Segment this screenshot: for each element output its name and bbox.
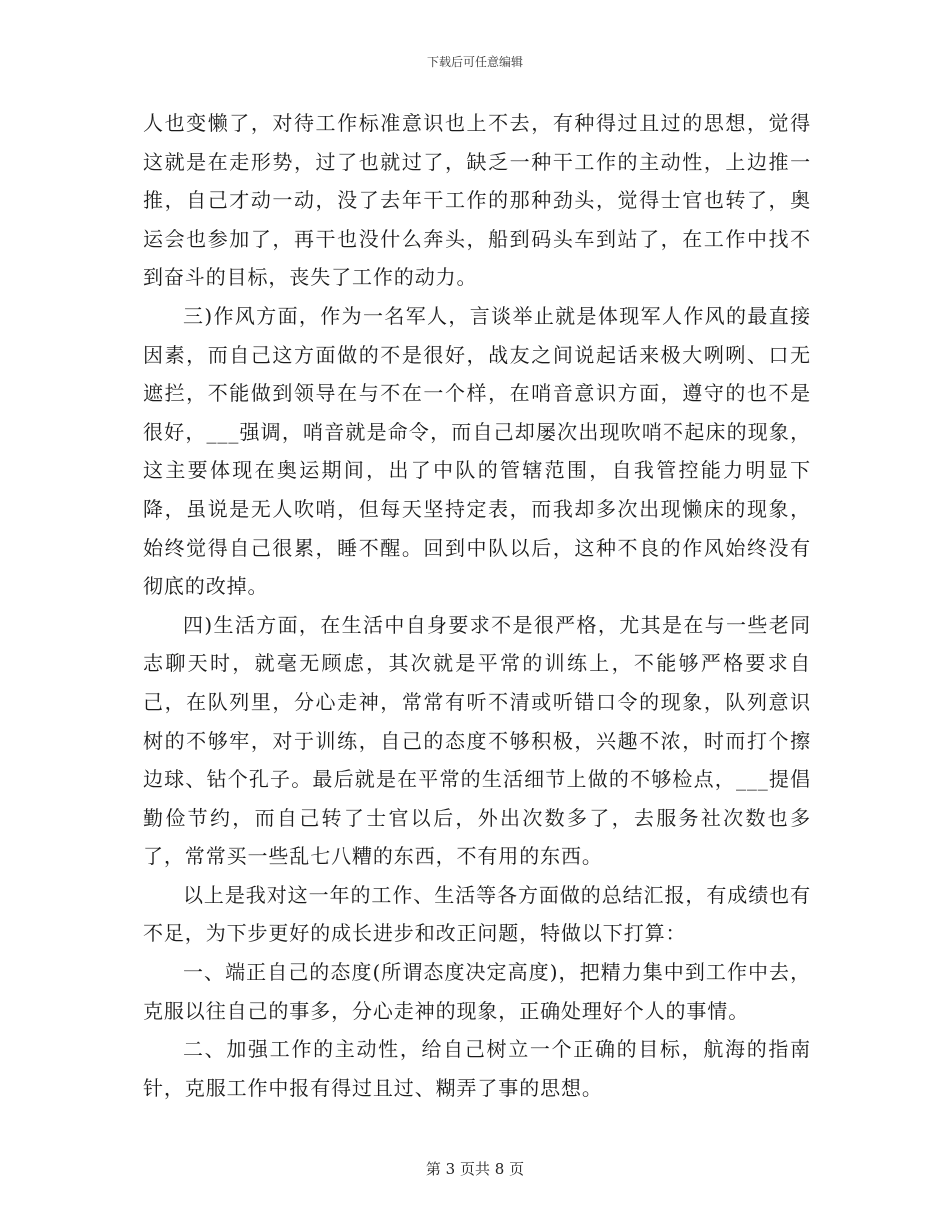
paragraph-summary: 以上是我对这一年的工作、生活等各方面做的总结汇报，有成绩也有不足，为下步更好的成长进步和改正问题，特做以下打算： (143, 882, 811, 946)
paragraph-continuation: 人也变懒了，对待工作标准意识也上不去，有种得过且过的思想，觉得这就是在走形势，过了也就过了，缺乏一种干工作的主动性，上边推一推，自己才动一动，没了去年干工作的那种劲头，觉得士官也转了，奥运会也参加了，再干也没什么奔头，船到码头车到站了，在工作中找不到奋斗的目标，丧失了工作的动力。 (143, 111, 811, 290)
page-header: 下载后可任意编辑 (426, 55, 523, 69)
paragraph-work-style: 三)作风方面，作为一名军人，言谈举止就是体现军人作风的最直接因素，而自己这方面做的不是很好，战友之间说起话来极大咧咧、口无遮拦，不能做到领导在与不在一个样，在哨音意识方面，遵守的也不是很好，___强调，哨音就是命令，而自己却屡次出现吹哨不起床的现象，这主要体现在奥运期间，出了中队的管辖范围，自我管控能力明显下降，虽说是无人吹哨，但每天坚持定表，而我却多次出现懒床的现象，始终觉得自己很累，睡不醒。回到中队以后，这种不良的作风始终没有彻底的改掉。 (143, 303, 811, 599)
paragraph-plan-2: 二、加强工作的主动性，给自己树立一个正确的目标，航海的指南针，克服工作中报有得过且过、糊弄了事的思想。 (143, 1037, 811, 1100)
page-number: 第 3 页共 8 页 (425, 1160, 525, 1178)
paragraph-life: 四)生活方面，在生活中自身要求不是很严格，尤其是在与一些老同志聊天时，就毫无顾虑，其次就是平常的训练上，不能够严格要求自己，在队列里，分心走神，常常有听不清或听错口令的现象，队列意识树的不够牢，对于训练，自己的态度不够积极，兴趣不浓，时而打个擦边球、钻个孔子。最后就是在平常的生活细节上做的不够检点，___提倡勤俭节约，而自己转了士官以后，外出次数多了，去服务社次数也多了，常常买一些乱七八糟的东西，不有用的东西。 (143, 612, 811, 869)
paragraph-plan-1: 一、端正自己的态度(所谓态度决定高度)，把精力集中到工作中去，克服以往自己的事多，分心走神的现象，正确处理好个人的事情。 (143, 960, 811, 1023)
document-body (143, 104, 811, 1107)
